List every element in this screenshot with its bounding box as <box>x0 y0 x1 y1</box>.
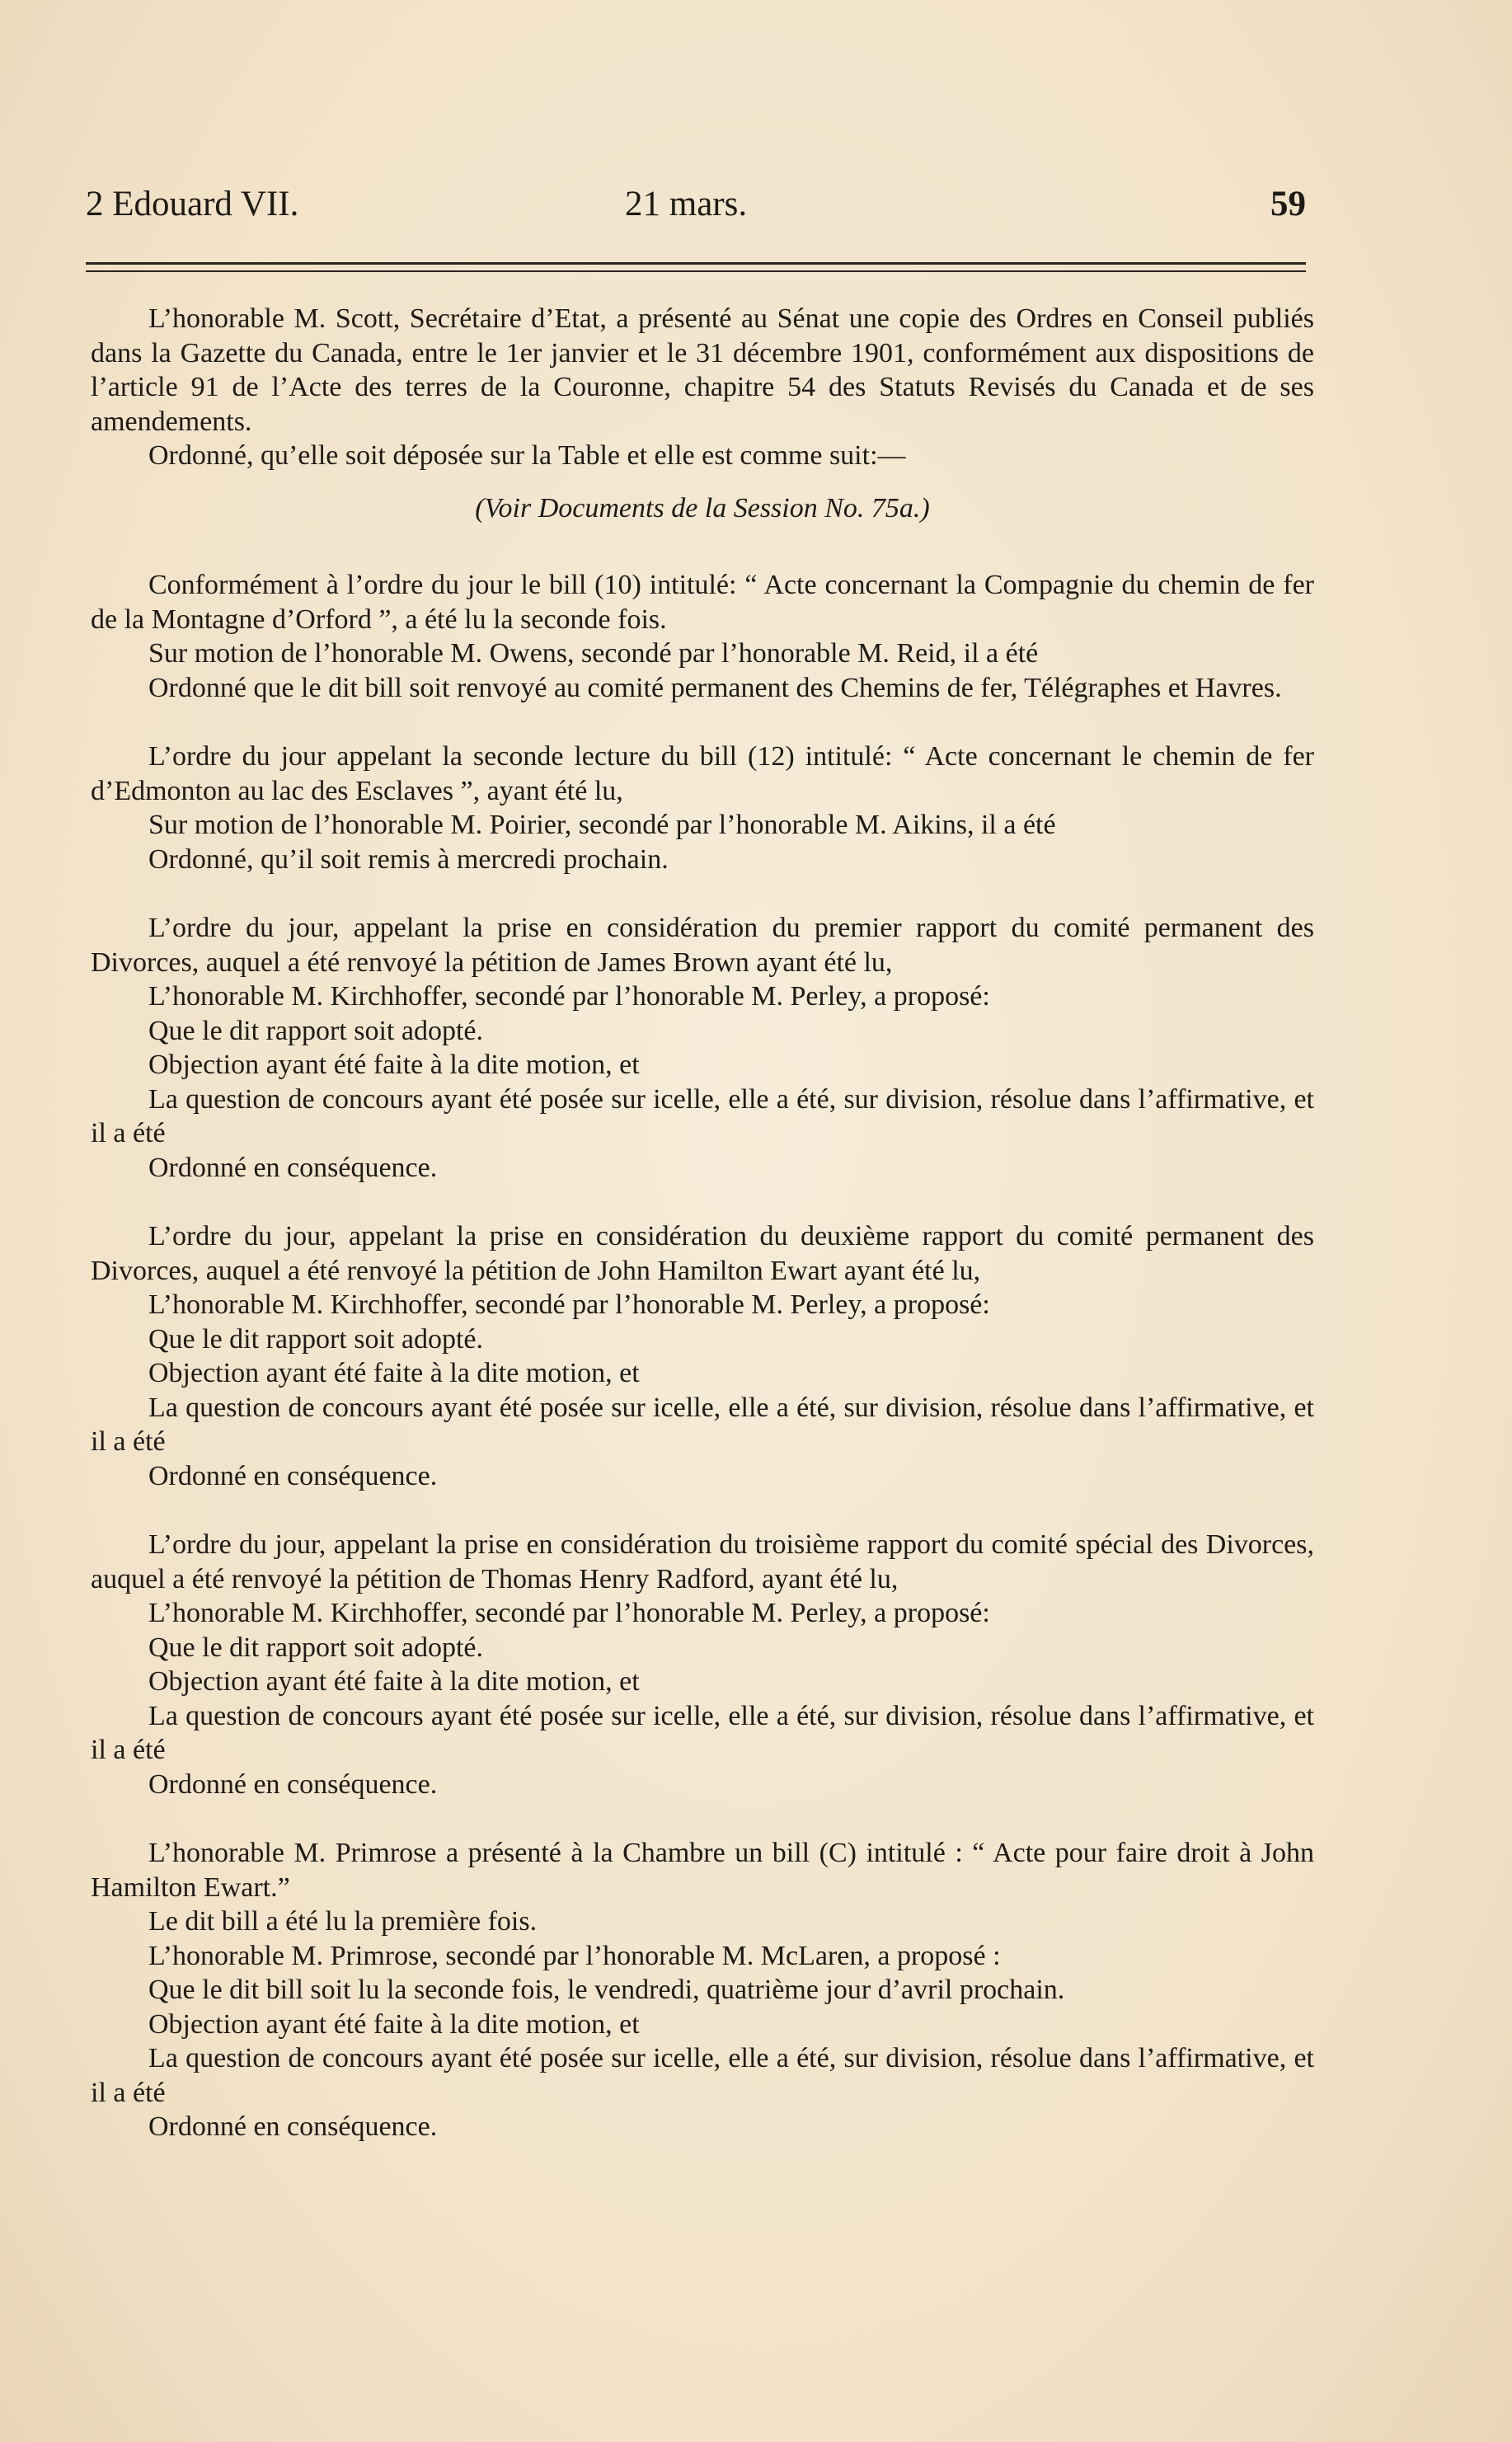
paragraph: L’ordre du jour appelant la seconde lecture du bill (12) intitulé: “ Acte concernant le chemin de fer d’Edmonton au lac des Esclaves ”, ayant été lu, <box>91 741 1314 806</box>
paragraph: L’ordre du jour, appelant la prise en considération du deuxième rapport du comité permanent des Divorces, auquel a été renvoyé la pétition de John Hamilton Ewart ayant été lu, <box>91 1221 1314 1286</box>
paragraph: Objection ayant été faite à la dite motion, et <box>148 2008 640 2040</box>
paragraph: Objection ayant été faite à la dite motion, et <box>148 1666 640 1697</box>
paragraph: Que le dit bill soit lu la seconde fois, le vendredi, quatrième jour d’avril prochain. <box>148 1975 1065 2005</box>
paragraph: L’honorable M. Kirchhoffer, secondé par l’honorable M. Perley, a proposé: <box>148 1289 990 1320</box>
paragraph: L’honorable M. Kirchhoffer, secondé par l’honorable M. Perley, a proposé: <box>148 981 990 1012</box>
paragraph: Ordonné en conséquence. <box>148 1460 438 1491</box>
paragraph: Conformément à l’ordre du jour le bill (10) intitulé: “ Acte concernant la Compagnie du chemin de fer de la Montagne d’Orford ”, a été lu la seconde fois. <box>91 570 1314 635</box>
paragraph: Objection ayant été faite à la dite motion, et <box>148 1050 640 1080</box>
paragraph: L’honorable M. Primrose, secondé par l’honorable M. McLaren, a proposé : <box>148 1940 1001 1971</box>
paragraph: Ordonné en conséquence. <box>148 2111 438 2142</box>
paragraph: Le dit bill a été lu la première fois. <box>148 1906 538 1937</box>
document-reference: (Voir Documents de la Session No. 75a.) <box>475 492 930 524</box>
paragraph: Sur motion de l’honorable M. Poirier, secondé par l’honorable M. Aikins, il a été <box>148 810 1056 840</box>
paragraph: Que le dit rapport soit adopté. <box>148 1015 484 1046</box>
paragraph: Ordonné, qu’il soit remis à mercredi prochain. <box>148 843 669 875</box>
header-reign: 2 Edouard VII. <box>86 185 299 223</box>
paragraph: Ordonné en conséquence. <box>148 1152 438 1183</box>
paragraph: Que le dit rapport soit adopté. <box>148 1632 484 1663</box>
page-number: 59 <box>1270 185 1306 223</box>
header-date: 21 mars. <box>625 185 748 223</box>
paragraph: Ordonné en conséquence. <box>148 1768 438 1800</box>
paragraph: Objection ayant été faite à la dite motion, et <box>148 1358 640 1388</box>
paragraph: Ordonné, qu’elle soit déposée sur la Table et elle est comme suit:— <box>148 440 906 471</box>
journal-body <box>91 302 1314 2144</box>
paragraph: L’honorable M. Scott, Secrétaire d’Etat, a présenté au Sénat une copie des Ordres en Conseil publiés dans la Gazette du Canada, entre le 1er janvier et le 31 décembre 1901, conformément aux dispositions de l’article 91 de l’Acte des terres de la Couronne, chapitre 54 des Statuts Revisés du Canada et de ses amendements. <box>91 303 1314 437</box>
paragraph: La question de concours ayant été posée sur icelle, elle a été, sur division, résolue dans l’affirmative, et il a été <box>91 2043 1314 2108</box>
paragraph: Ordonné que le dit bill soit renvoyé au comité permanent des Chemins de fer, Télégraphes et Havres. <box>148 672 1282 703</box>
paragraph: La question de concours ayant été posée sur icelle, elle a été, sur division, résolue dans l’affirmative, et il a été <box>91 1700 1314 1765</box>
paragraph: Sur motion de l’honorable M. Owens, secondé par l’honorable M. Reid, il a été <box>148 638 1039 669</box>
paragraph: L’honorable M. Kirchhoffer, secondé par l’honorable M. Perley, a proposé: <box>148 1598 990 1628</box>
paragraph: L’honorable M. Primrose a présenté à la Chambre un bill (C) intitulé : “ Acte pour faire droit à John Hamilton Ewart.” <box>91 1838 1314 1903</box>
paragraph: L’ordre du jour, appelant la prise en considération du troisième rapport du comité spécial des Divorces, auquel a été renvoyé la pétition de Thomas Henry Radford, ayant été lu, <box>91 1529 1314 1594</box>
paragraph: L’ordre du jour, appelant la prise en considération du premier rapport du comité permanent des Divorces, auquel a été renvoyé la pétition de James Brown ayant été lu, <box>91 913 1314 978</box>
header-double-rule <box>86 262 1306 272</box>
running-header <box>86 180 1306 229</box>
paragraph: La question de concours ayant été posée sur icelle, elle a été, sur division, résolue dans l’affirmative, et il a été <box>91 1083 1314 1148</box>
paragraph: La question de concours ayant été posée sur icelle, elle a été, sur division, résolue dans l’affirmative, et il a été <box>91 1392 1314 1457</box>
paragraph: Que le dit rapport soit adopté. <box>148 1323 484 1355</box>
